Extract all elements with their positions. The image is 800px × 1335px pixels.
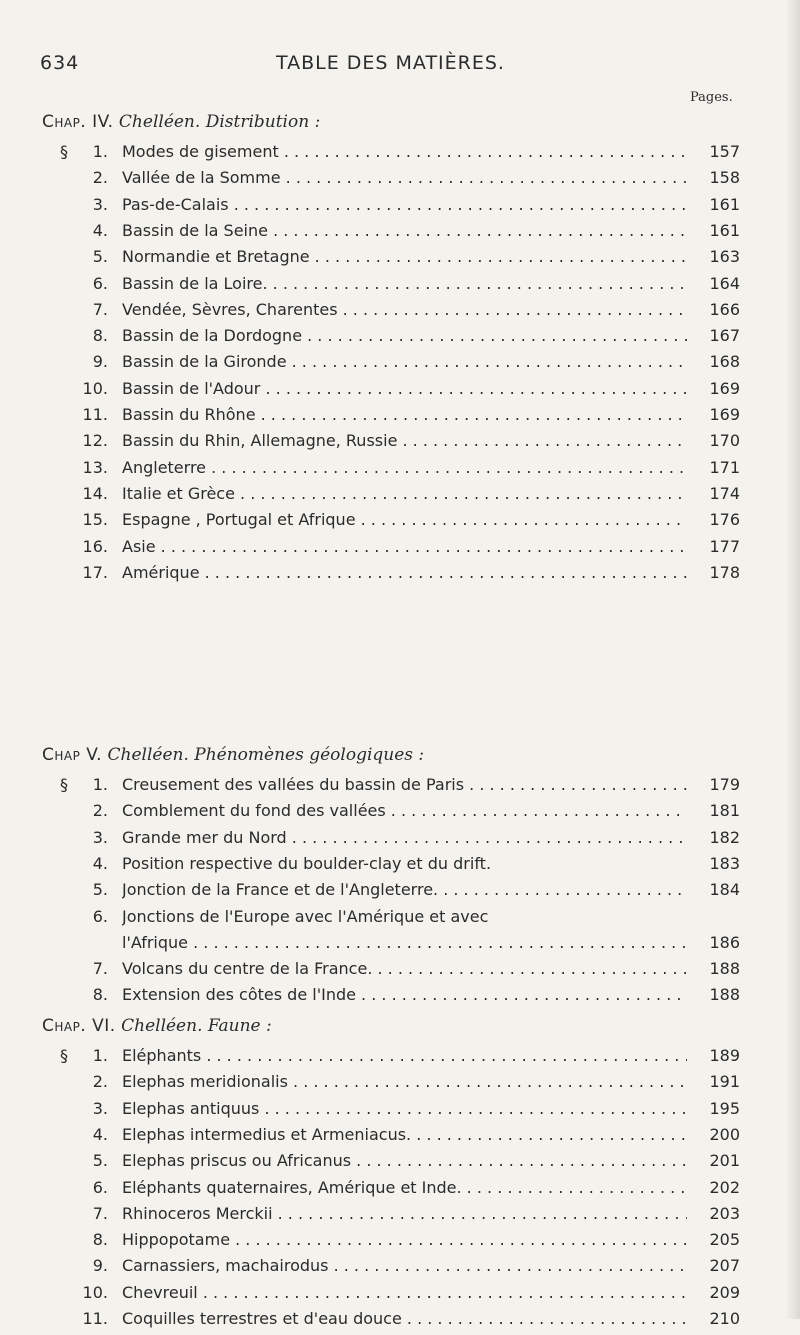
entry-label: Asie . . .: [122, 537, 687, 556]
section-mark: §: [60, 775, 68, 794]
entry-label: Chevreuil . . .: [122, 1283, 687, 1302]
toc-entry[interactable]: [40, 985, 740, 1011]
entry-number: 2.: [92, 168, 108, 187]
entry-number: 14.: [82, 484, 108, 503]
entry-page: 170: [709, 431, 740, 450]
toc-entry[interactable]: [40, 775, 740, 801]
entry-number: 8.: [92, 326, 108, 345]
entry-page: 203: [709, 1204, 740, 1223]
section-mark: §: [60, 142, 68, 161]
entry-number: 3.: [92, 828, 108, 847]
entry-page: 161: [709, 221, 740, 240]
toc-entry[interactable]: [40, 1230, 740, 1256]
entry-page: 182: [709, 828, 740, 847]
entry-label: Coquilles terrestres et d'eau douce . . .: [122, 1309, 687, 1328]
toc-entry[interactable]: [40, 458, 740, 484]
chapter-title: Chelléen. Phénomènes géologiques :: [107, 745, 425, 765]
entry-label: Vallée de la Somme . . .: [122, 168, 687, 187]
entry-number: 1.: [92, 142, 108, 161]
entry-page: 186: [709, 933, 740, 952]
toc-entry[interactable]: [40, 195, 740, 221]
entry-label: Vendée, Sèvres, Charentes . . .: [122, 300, 687, 319]
toc-entry[interactable]: [40, 326, 740, 352]
entry-number: 6.: [92, 1178, 108, 1197]
entry-page: 166: [709, 300, 740, 319]
running-head: [40, 52, 740, 78]
entry-number: 15.: [82, 510, 108, 529]
toc-entry[interactable]: [40, 854, 740, 880]
entry-number: 7.: [92, 1204, 108, 1223]
entry-label: Hippopotame . . .: [122, 1230, 687, 1249]
entry-label: Jonctions de l'Europe avec l'Amérique et avec: [122, 907, 489, 926]
chapter-label: Chap. VI.: [42, 1016, 116, 1036]
toc-entry[interactable]: [40, 142, 740, 168]
entry-page: 163: [709, 247, 740, 266]
entry-number: 9.: [92, 1256, 108, 1275]
entry-page: 181: [709, 801, 740, 820]
entry-number: 8.: [92, 1230, 108, 1249]
entry-number: 4.: [92, 1125, 108, 1144]
entry-label: Bassin de la Seine . . .: [122, 221, 687, 240]
entry-page: 191: [709, 1072, 740, 1091]
entry-number: 1.: [92, 775, 108, 794]
entry-number: 5.: [92, 880, 108, 899]
entry-number: 13.: [82, 458, 108, 477]
entry-page: 168: [709, 352, 740, 371]
page-number: 634: [40, 52, 80, 74]
toc-entry[interactable]: [40, 1046, 740, 1072]
entry-label: Bassin de la Gironde . . .: [122, 352, 687, 371]
entry-number: 12.: [82, 431, 108, 450]
entry-label: Grande mer du Nord . . .: [122, 828, 687, 847]
toc-entry[interactable]: [40, 274, 740, 300]
entry-page: 207: [709, 1256, 740, 1275]
toc-entry[interactable]: [40, 1072, 740, 1098]
entry-label: Elephas intermedius et Armeniacus. . . .: [122, 1125, 687, 1144]
entry-number: 10.: [82, 379, 108, 398]
entry-label: Bassin du Rhône . . .: [122, 405, 687, 424]
entry-label: Creusement des vallées du bassin de Paris . . .: [122, 775, 687, 794]
toc-entry[interactable]: [40, 405, 740, 431]
entry-label: Elephas antiquus . . .: [122, 1099, 687, 1118]
entry-page: 171: [709, 458, 740, 477]
entry-label: Rhinoceros Merckii . . .: [122, 1204, 687, 1223]
entry-label: Comblement du fond des vallées . . .: [122, 801, 687, 820]
entry-page: 188: [709, 985, 740, 1004]
entry-number: 2.: [92, 801, 108, 820]
entry-page: 202: [709, 1178, 740, 1197]
entry-number: 11.: [82, 405, 108, 424]
entry-number: 6.: [92, 907, 108, 926]
entry-label: Volcans du centre de la France. . . .: [122, 959, 687, 978]
entry-page: 189: [709, 1046, 740, 1065]
toc-entry[interactable]: [40, 933, 740, 959]
entry-label: Carnassiers, machairodus . . .: [122, 1256, 687, 1275]
toc-entry[interactable]: [40, 431, 740, 457]
toc-entry[interactable]: [40, 1099, 740, 1125]
toc-entry[interactable]: [40, 1283, 740, 1309]
toc-entry[interactable]: [40, 484, 740, 510]
entry-page: 183: [709, 854, 740, 873]
chapter-label: Chap V.: [42, 745, 103, 765]
entry-label: Espagne , Portugal et Afrique . . .: [122, 510, 687, 529]
page-edge-shadow: [786, 0, 800, 1319]
toc-entry[interactable]: [40, 1256, 740, 1282]
toc-entry[interactable]: [40, 168, 740, 194]
pages-column-label: Pages.: [690, 90, 733, 105]
entry-page: 210: [709, 1309, 740, 1328]
entry-page: 158: [709, 168, 740, 187]
entry-page: 174: [709, 484, 740, 503]
entry-label: Angleterre . . .: [122, 458, 687, 477]
chapter-heading: [42, 112, 320, 132]
entry-page: 205: [709, 1230, 740, 1249]
running-title: TABLE DES MATIÈRES.: [276, 52, 505, 74]
entry-label: Modes de gisement . . .: [122, 142, 687, 161]
entry-label: Pas-de-Calais . . .: [122, 195, 687, 214]
entry-page: 161: [709, 195, 740, 214]
entry-number: 3.: [92, 1099, 108, 1118]
entry-number: 7.: [92, 300, 108, 319]
entry-label: Elephas priscus ou Africanus . . .: [122, 1151, 687, 1170]
chapter-title: Chelléen. Distribution :: [118, 112, 321, 132]
entry-label: Bassin de la Loire. . . .: [122, 274, 687, 293]
entry-page: 167: [709, 326, 740, 345]
entry-label: Jonction de la France et de l'Angleterre. . . .: [122, 880, 687, 899]
toc-entry[interactable]: [40, 537, 740, 563]
entry-number: 5.: [92, 247, 108, 266]
toc-entry[interactable]: [40, 1309, 740, 1335]
entry-page: 169: [709, 405, 740, 424]
toc-entry[interactable]: [40, 907, 740, 933]
toc-entry[interactable]: [40, 247, 740, 273]
entry-number: 9.: [92, 352, 108, 371]
toc-entry[interactable]: [40, 959, 740, 985]
toc-entry[interactable]: [40, 801, 740, 827]
entry-number: 5.: [92, 1151, 108, 1170]
entry-page: 176: [709, 510, 740, 529]
toc-entry[interactable]: [40, 1125, 740, 1151]
entry-page: 188: [709, 959, 740, 978]
entry-number: 4.: [92, 854, 108, 873]
entry-page: 157: [709, 142, 740, 161]
entry-number: 3.: [92, 195, 108, 214]
entry-page: 164: [709, 274, 740, 293]
entry-number: 2.: [92, 1072, 108, 1091]
entry-label: Position respective du boulder-clay et du drift.: [122, 854, 492, 873]
entry-number: 1.: [92, 1046, 108, 1065]
toc-entry[interactable]: [40, 828, 740, 854]
entry-number: 4.: [92, 221, 108, 240]
entry-page: 201: [709, 1151, 740, 1170]
toc-entry[interactable]: [40, 1151, 740, 1177]
entry-label: Amérique . . .: [122, 563, 687, 582]
toc-entry[interactable]: [40, 563, 740, 589]
entry-label: Elephas meridionalis . . .: [122, 1072, 687, 1091]
entry-page: 178: [709, 563, 740, 582]
toc-entry[interactable]: [40, 300, 740, 326]
entry-page: 184: [709, 880, 740, 899]
toc-entry[interactable]: [40, 221, 740, 247]
entry-label: Italie et Grèce . . .: [122, 484, 687, 503]
entry-number: 16.: [82, 537, 108, 556]
entry-page: 195: [709, 1099, 740, 1118]
entry-label: Extension des côtes de l'Inde . . .: [122, 985, 687, 1004]
entry-page: 179: [709, 775, 740, 794]
chapter-heading: [42, 1016, 272, 1036]
entry-label: Eléphants quaternaires, Amérique et Inde. . . .: [122, 1178, 687, 1197]
entry-number: 10.: [82, 1283, 108, 1302]
entry-number: 7.: [92, 959, 108, 978]
entry-page: 209: [709, 1283, 740, 1302]
toc-entry[interactable]: [40, 1178, 740, 1204]
entry-number: 8.: [92, 985, 108, 1004]
entry-label: Bassin du Rhin, Allemagne, Russie . . .: [122, 431, 687, 450]
entry-number: 6.: [92, 274, 108, 293]
entry-label: l'Afrique . . .: [122, 933, 687, 952]
chapter-title: Chelléen. Faune :: [121, 1016, 272, 1036]
section-mark: §: [60, 1046, 68, 1065]
chapter-label: Chap. IV.: [42, 112, 114, 132]
chapter-heading: [42, 745, 424, 765]
entry-page: 177: [709, 537, 740, 556]
entry-label: Bassin de l'Adour . . .: [122, 379, 687, 398]
entry-page: 169: [709, 379, 740, 398]
toc-entry[interactable]: [40, 352, 740, 378]
toc-entry[interactable]: [40, 1204, 740, 1230]
entry-number: 17.: [82, 563, 108, 582]
toc-entry[interactable]: [40, 510, 740, 536]
toc-entry[interactable]: [40, 880, 740, 906]
toc-entry[interactable]: [40, 379, 740, 405]
entry-label: Eléphants . . .: [122, 1046, 687, 1065]
entry-label: Bassin de la Dordogne . . .: [122, 326, 687, 345]
entry-page: 200: [709, 1125, 740, 1144]
entry-label: Normandie et Bretagne . . .: [122, 247, 687, 266]
entry-number: 11.: [82, 1309, 108, 1328]
